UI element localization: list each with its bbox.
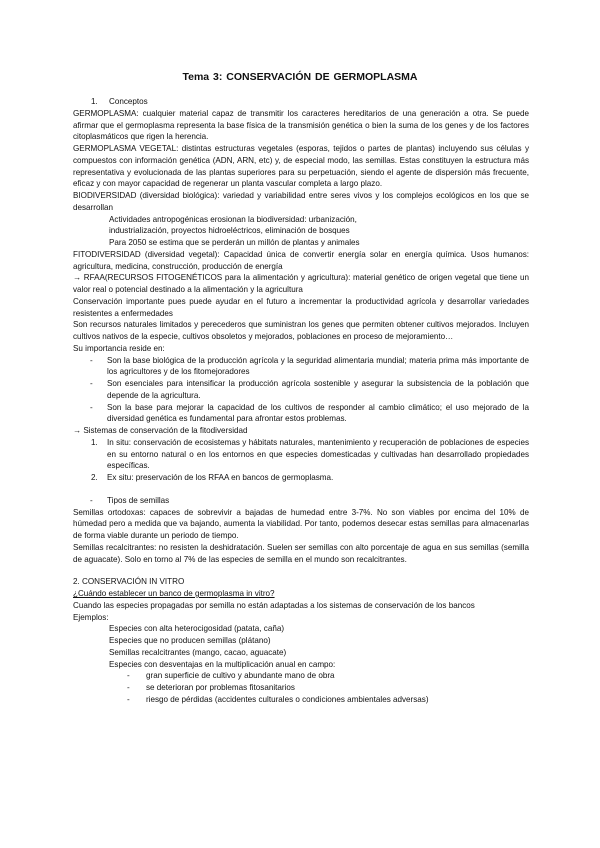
tipos-label: Tipos de semillas [107, 495, 170, 505]
section-2-heading: 2. CONSERVACIÓN IN VITRO [73, 577, 185, 587]
sub-list-item-text: gran superficie de cultivo y abundante mano de obra [146, 671, 335, 681]
list-item: Especies con alta heterocigosidad (patata, caña) [109, 624, 285, 634]
paragraph-ortodoxas: Semillas ortodoxas: capaces de sobrevivir a bajadas de humedad entre 3-7%. No son viables por encima del 10% de húmedad pero a medida que va bajando, aumenta la viabilidad. Por tanto, podemos desecar estas semillas para almacenarlas de forma viable durante un periodo de tiempo. [73, 507, 529, 540]
section-1-number: 1. [91, 97, 98, 106]
dash-marker: - [90, 402, 93, 412]
item-number: 2. [91, 473, 98, 482]
spacer [73, 565, 529, 576]
list-item-text: Ex situ: preservación de los RFAA en bancos de germoplasma. [107, 473, 334, 482]
list-item-text: Son esenciales para intensificar la producción agrícola sostenible y asegurar la subsistencia de la población que depende de la agricultura. [107, 379, 529, 400]
dash-marker: - [127, 683, 130, 692]
list-item: Semillas recalcitrantes (mango, cacao, aguacate) [109, 647, 287, 657]
list-item [73, 472, 529, 484]
paragraph-sistemas: → Sistemas de conservación de la fitodiversidad [73, 426, 248, 435]
list-item [73, 355, 529, 379]
section-1-heading [73, 96, 529, 108]
paragraph-recursos: Son recursos naturales limitados y perecederos que suministran los genes que permiten obtener cultivos mejorados. Incluyen cultivos nativos de la especie, cultivos obsoletos y mejorados, poblaciones en proceso de mejoramiento… [73, 320, 529, 341]
bio-line: industrialización, proyectos hidroeléctricos, eliminación de bosques [109, 226, 350, 236]
ejemplos-label: Ejemplos: [73, 612, 109, 622]
paragraph-importancia: Su importancia reside en: [73, 343, 165, 353]
paragraph-germoplasma-vegetal: GERMOPLASMA VEGETAL: distintas estructuras vegetales (esporas, tejidos o partes de plantas) incluyendo sus células y compuestos con información genética (ADN, ARN, etc) y, de especial modo, las semillas. Estas constituyen la estructura más representativa y evolucionada de las plantas superiores para su perpetuación, siendo el agente de dispersión más frecuente, eficaz y con mayor capacidad de regenerar un planta vascular completa a largo plazo. [73, 144, 529, 189]
paragraph-fitodiversidad: FITODIVERSIDAD (diversidad vegetal): Capacidad única de convertir energía solar en energía química. Usos humanos: agricultura, medicina, construcción, producción de energía [73, 249, 529, 271]
list-item [73, 437, 529, 472]
spacer [73, 484, 529, 495]
list-item: Especies con desventajas en la multiplicación anual en campo: [109, 659, 336, 669]
paragraph-biodiversidad: BIODIVERSIDAD (diversidad biológica): variedad y variabilidad entre seres vivos y los complejos ecológicos en los que se desarrollan [73, 191, 529, 212]
sub-list-item [73, 670, 529, 682]
sub-list-item-text: riesgo de pérdidas (accidentes culturales o condiciones ambientales adversas) [146, 694, 429, 704]
section-1-title: Conceptos [109, 97, 148, 106]
paragraph-recalcitrantes: Semillas recalcitrantes: no resisten la deshidratación. Suelen ser semillas con alto porcentaje de agua en sus semillas (semilla de aguacate). Solo en torno al 7% de las especies de semilla en el mundo son recalcitrantes. [73, 542, 529, 564]
list-item: Especies que no producen semillas (plátano) [109, 636, 271, 645]
list-item [73, 402, 529, 426]
paragraph-rfaa: → RFAA(RECURSOS FITOGENÉTICOS para la alimentación y agricultura): material genético de origen vegetal que tiene un valor real o potencial destinado a la alimentación y la agricultura [73, 273, 529, 294]
bio-line: Actividades antropogénicas erosionan la biodiversidad: urbanización, [109, 214, 357, 224]
section-2-question: ¿Cuándo establecer un banco de germoplasma in vitro? [73, 589, 275, 598]
sub-list-item [73, 682, 529, 694]
dash-marker: - [127, 671, 130, 681]
bio-line: Para 2050 se estima que se perderán un millón de plantas y animales [109, 238, 360, 247]
dash-marker: - [90, 379, 93, 388]
paragraph-conservacion: Conservación importante pues puede ayudar en el futuro a incrementar la productividad agrícola y desarrollar variedades resistentes a enfermedades [73, 296, 529, 318]
paragraph-cuando: Cuando las especies propagadas por semilla no están adaptadas a los sistemas de conservación de los bancos [73, 600, 475, 610]
item-number: 1. [91, 437, 98, 447]
paragraph-germoplasma: GERMOPLASMA: cualquier material capaz de transmitir los caracteres hereditarios de una generación a otra. Se puede afirmar que el germoplasma representa la base física de la transmisión genética o bien la suma de los genes y de los factores citoplasmáticos que rigen la herencia. [73, 108, 529, 142]
dash-marker: - [90, 495, 93, 505]
list-item [73, 378, 529, 402]
list-item-text: Son la base para mejorar la capacidad de los cultivos de responder al cambio climático; el uso mejorado de la diversidad genética es fundamental para afrontar estos problemas. [107, 402, 529, 424]
tipos-heading [73, 495, 529, 507]
list-item-text: In situ: conservación de ecosistemas y hábitats naturales, mantenimiento y recuperación de poblaciones de especies en su entorno natural o en los entornos en que especies domesticadas y cultivadas han desarrollado propiedades específicas. [107, 437, 529, 471]
page-title: Tema 3: CONSERVACIÓN DE GERMOPLASMA [182, 71, 418, 83]
list-item-text: Son la base biológica de la producción agrícola y la seguridad alimentaria mundial; materia prima más importante de los agricultores y de los fitomejoradores [107, 355, 529, 377]
sub-list-item-text: se deterioran por problemas fitosanitarios [146, 683, 295, 692]
dash-marker: - [90, 355, 93, 365]
document-body [73, 96, 529, 706]
dash-marker: - [127, 694, 130, 704]
sub-list-item [73, 694, 529, 706]
